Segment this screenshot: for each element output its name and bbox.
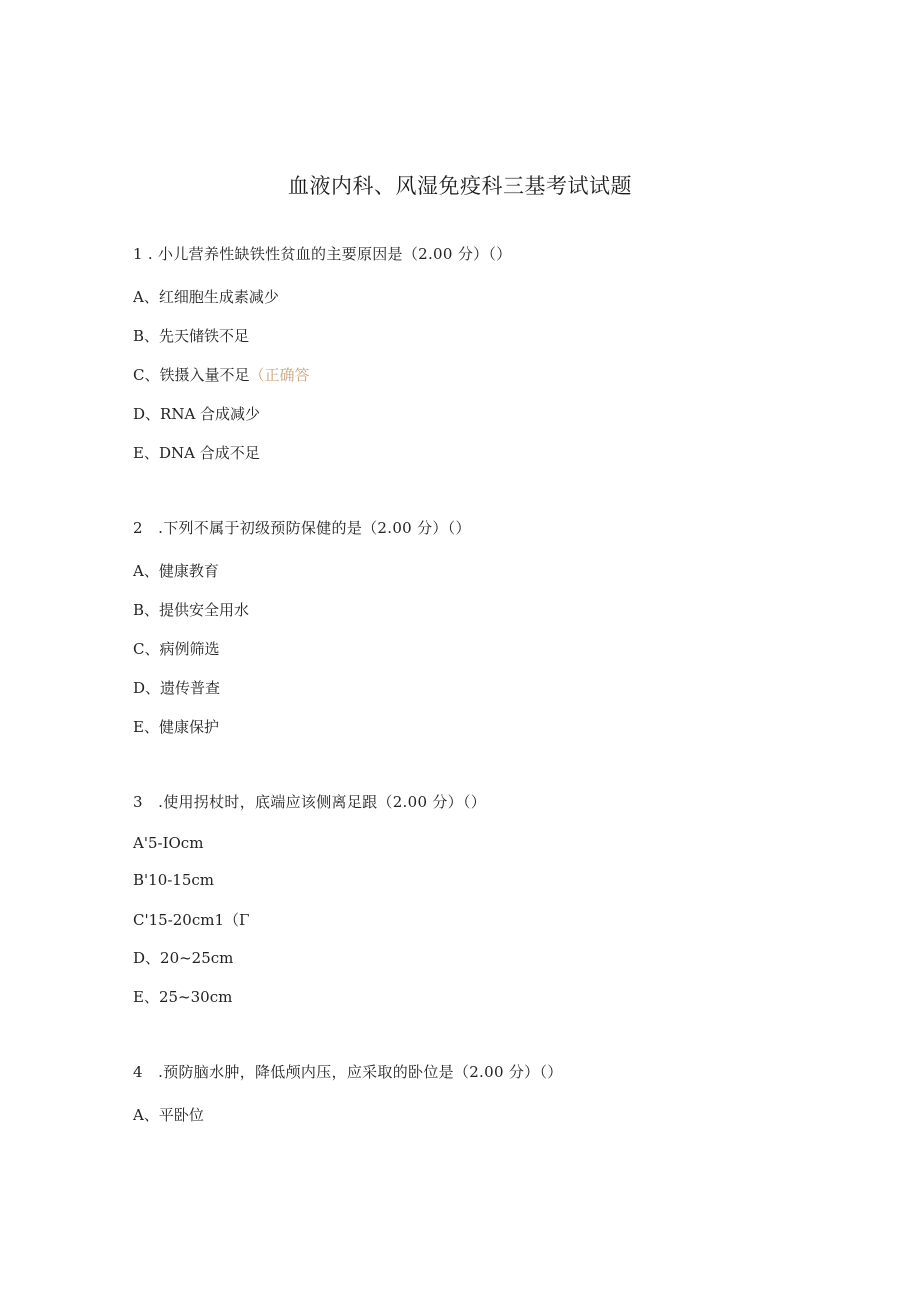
question-3-text: 3 .使用拐杖时，底端应该侧离足跟（2.00 分）（） bbox=[133, 793, 487, 811]
question-1-option-a: A、红细胞生成素减少 bbox=[133, 288, 279, 306]
question-2-option-e: E、健康保护 bbox=[133, 718, 219, 736]
question-1-option-c bbox=[133, 364, 310, 385]
question-1-option-d: D、RNA 合成减少 bbox=[133, 405, 261, 423]
question-3-option-c: C'15-20cm1（Γ bbox=[133, 911, 250, 929]
question-3-option-b: B'10-15cm bbox=[133, 871, 215, 889]
question-1-option-e: E、DNA 合成不足 bbox=[133, 444, 260, 462]
question-2-option-c: C、病例筛选 bbox=[133, 640, 220, 658]
question-3-option-d: D、20~25cm bbox=[133, 949, 234, 967]
correct-answer-hint: （正确答 bbox=[249, 366, 310, 384]
question-2-option-d: D、遗传普查 bbox=[133, 679, 221, 697]
question-2-option-a: A、健康教育 bbox=[133, 562, 219, 580]
question-3-option-e: E、25~30cm bbox=[133, 988, 233, 1006]
question-3-option-a: A'5-IOcm bbox=[133, 834, 204, 852]
question-1-option-b: B、先天储铁不足 bbox=[133, 327, 250, 345]
question-1-text: 1 . 小儿营养性缺铁性贫血的主要原因是（2.00 分）（） bbox=[133, 245, 512, 263]
question-1-option-c-label: C、铁摄入量不足 bbox=[133, 366, 250, 384]
question-4-text: 4 .预防脑水肿，降低颅内压，应采取的卧位是（2.00 分）（） bbox=[133, 1063, 563, 1081]
question-4-option-a: A、平卧位 bbox=[133, 1106, 204, 1124]
question-2-text: 2 .下列不属于初级预防保健的是（2.00 分）（） bbox=[133, 519, 471, 537]
question-2-option-b: B、提供安全用水 bbox=[133, 601, 250, 619]
exam-title: 血液内科、风湿免疫科三基考试试题 bbox=[288, 174, 632, 198]
